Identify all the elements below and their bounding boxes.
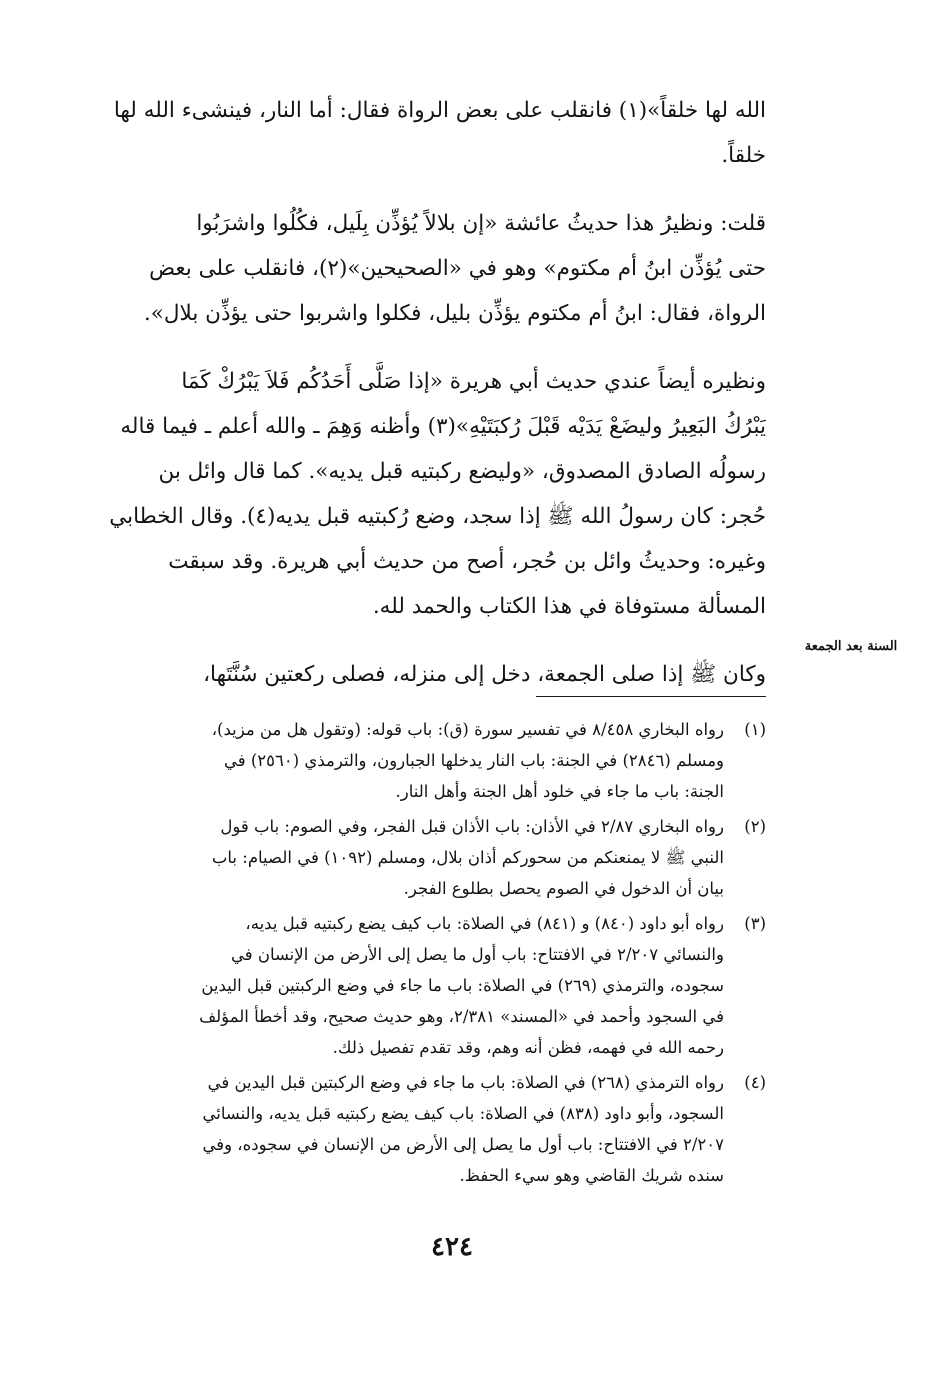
footnote-line: سجوده، والترمذي (٢٦٩) في الصلاة: باب ما جاء في وضع الركبتين قبل اليدين <box>201 976 724 995</box>
footnote-number: (٢) <box>744 817 766 836</box>
footnote-line: والنسائي ٢/٢٠٧ في الافتتاح: باب أول ما يصل إلى الأرض من الإنسان في <box>230 945 724 964</box>
footnote-line: رواه الترمذي (٢٦٨) في الصلاة: باب ما جاء في وضع الركبتين قبل اليدين في <box>207 1073 724 1092</box>
footnote-text <box>98 714 724 807</box>
paragraph-1 <box>98 88 766 178</box>
footnote-line: رحمه الله في فهمه، فظن أنه وهم، وقد تقدم تفصيل ذلك. <box>332 1038 724 1057</box>
footnote-line: الجنة: باب ما جاء في خلود أهل الجنة وأهل النار. <box>395 782 724 801</box>
text-line: حُجر: كان رسولُ الله ﷺ إذا سجد، وضع رُكبتيه قبل يديه(٤). وقال الخطابي <box>109 504 766 529</box>
footnote-line: في السجود وأحمد في «المسند» ٢/٣٨١، وهو حديث صحيح، وقد أخطأ المؤلف <box>199 1007 724 1026</box>
footnote-line: رواه أبو داود (٨٤٠) و (٨٤١) في الصلاة: باب كيف يضع ركبتيه قبل يديه، <box>245 914 724 933</box>
margin-note: السنة بعد الجمعة <box>804 639 898 654</box>
text-line: الله لها خلقاً»(١) فانقلب على بعض الرواة فقال: أما النار، فينشىء الله لها <box>113 98 766 123</box>
text-line: يَبْرُكُ البَعِيرُ وليضَعْ يَدَيْه قَبْلَ رُكبَتَيْهِ»(٣) وأظنه وَهِمَ ـ والله أعلم ـ فيما قاله <box>120 414 766 439</box>
footnotes <box>98 714 766 1195</box>
footnote-divider <box>536 696 766 697</box>
footnote-line: رواه البخاري ٢/٨٧ في الأذان: باب الأذان قبل الفجر، وفي الصوم: باب قول <box>220 817 724 836</box>
text-line: وكان ﷺ إذا صلى الجمعة، دخل إلى منزله، فصلى ركعتين سُنَّتَها، <box>203 662 766 687</box>
page-number: ٤٢٤ <box>431 1232 473 1262</box>
text-line: رسولُه الصادق المصدوق، «وليضع ركبتيه قبل يديه». كما قال وائل بن <box>158 459 766 484</box>
footnote-2 <box>98 811 766 904</box>
footnote-line: ٢/٢٠٧ في الافتتاح: باب أول ما يصل إلى الأرض من الإنسان في سجوده، وفي <box>202 1135 724 1154</box>
footnote-3 <box>98 908 766 1063</box>
paragraph-3 <box>98 359 766 629</box>
text-line: المسألة مستوفاة في هذا الكتاب والحمد لله. <box>372 594 766 619</box>
footnote-text <box>98 908 724 1063</box>
text-line: قلت: ونظيرُ هذا حديثُ عائشة «إن بلالاً يُؤذِّن بِلَيل، فكُلُوا واشرَبُوا <box>196 211 766 236</box>
main-text <box>98 88 766 720</box>
paragraph-4 <box>98 652 766 697</box>
footnote-text <box>98 1067 724 1191</box>
footnote-line: السجود، وأبو داود (٨٣٨) في الصلاة: باب كيف يضع ركبتيه قبل يديه، والنسائي <box>202 1104 724 1123</box>
text-line: حتى يُؤذِّن ابنُ أم مكتوم» وهو في «الصحيحين»(٢)، فانقلب على بعض <box>149 256 766 281</box>
footnote-4 <box>98 1067 766 1191</box>
footnote-line: سنده شريك القاضي وهو سيء الحفظ. <box>459 1166 724 1185</box>
footnote-1 <box>98 714 766 807</box>
text-line: الرواة، فقال: ابنُ أم مكتوم يؤذِّن بليل، فكلوا واشربوا حتى يؤذِّن بلال». <box>143 301 766 326</box>
footnote-line: ومسلم (٢٨٤٦) في الجنة: باب النار يدخلها الجبارون، والترمذي (٢٥٦٠) في <box>223 751 724 770</box>
footnote-number: (٣) <box>744 914 766 933</box>
footnote-number: (١) <box>744 720 766 739</box>
text-line: خلقاً. <box>721 143 766 168</box>
footnote-number: (٤) <box>744 1073 766 1092</box>
text-line: وغيره: وحديثُ وائل بن حُجر، أصح من حديث أبي هريرة. وقد سبقت <box>168 549 766 574</box>
footnote-line: بيان أن الدخول في الصوم يحصل بطلوع الفجر. <box>403 879 724 898</box>
footnote-line: رواه البخاري ٨/٤٥٨ في تفسير سورة (ق): باب قوله: (وتقول هل من مزيد)، <box>211 720 724 739</box>
text-line: ونظيره أيضاً عندي حديث أبي هريرة «إذا صَلَّى أَحَدُكُم فَلاَ يَبْرُكْ كَمَا <box>181 369 766 394</box>
footnote-line: النبي ﷺ لا يمنعنكم من سحوركم أذان بلال، ومسلم (١٠٩٢) في الصيام: باب <box>211 848 724 867</box>
footnote-text <box>98 811 724 904</box>
paragraph-2 <box>98 201 766 336</box>
